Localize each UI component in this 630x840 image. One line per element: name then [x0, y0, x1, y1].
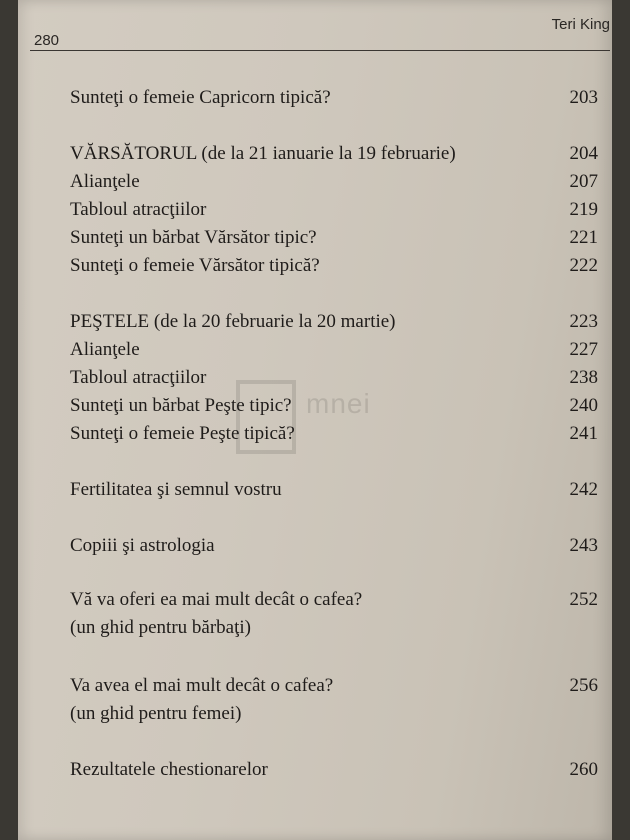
toc-entry	[70, 476, 598, 504]
toc-entry-title: Alianţele	[70, 171, 140, 192]
toc-entry-title: Alianţele	[70, 339, 140, 360]
toc-entry-title: Sunteţi o femeie Peşte tipică?	[70, 423, 295, 444]
toc-entry-page: 240	[569, 395, 598, 416]
page-number: 280	[34, 32, 60, 49]
toc-entry-page: 227	[569, 339, 598, 360]
toc-entry-title: Sunteţi un bărbat Peşte tipic?	[70, 395, 292, 416]
toc-entry	[70, 252, 598, 280]
toc-entry	[70, 364, 598, 392]
toc-entry-page: 256	[569, 675, 598, 696]
toc-entry	[70, 308, 598, 336]
table-of-contents	[18, 0, 612, 840]
toc-entry-page: 219	[569, 199, 598, 220]
toc-entry	[70, 84, 598, 112]
toc-entry-page: 223	[569, 311, 598, 332]
toc-entry-title: Va avea el mai mult decât o cafea?	[70, 675, 334, 696]
toc-entry-title: Rezultatele chestionarelor	[70, 759, 268, 780]
toc-entry	[70, 756, 598, 784]
toc-entry-title: PEŞTELE (de la 20 februarie la 20 martie)	[70, 311, 396, 332]
toc-entry-title: Sunteţi o femeie Capricorn tipică?	[70, 87, 331, 108]
toc-entry-page: 222	[569, 255, 598, 276]
toc-entry-page: 260	[569, 759, 598, 780]
toc-entry	[70, 586, 598, 642]
toc-entry-title: Tabloul atracţiilor	[70, 199, 207, 220]
toc-entry-title: Sunteţi un bărbat Vărsător tipic?	[70, 227, 317, 248]
toc-entry-title: VĂRSĂTORUL (de la 21 ianuarie la 19 februarie)	[70, 143, 456, 164]
toc-entry	[70, 168, 598, 196]
toc-entry-page: 252	[569, 589, 598, 610]
toc-entry-title: Vă va oferi ea mai mult decât o cafea?	[70, 589, 363, 610]
running-head-author: Teri King	[551, 16, 610, 33]
watermark-logo: mnei	[236, 378, 406, 454]
toc-entry-subtitle: (un ghid pentru femei)	[70, 703, 242, 724]
toc-entry-page: 238	[569, 367, 598, 388]
toc-entry	[70, 224, 598, 252]
toc-entry	[70, 336, 598, 364]
toc-entry-page: 243	[569, 535, 598, 556]
toc-entry-title: Copiii şi astrologia	[70, 535, 215, 556]
toc-entry	[70, 420, 598, 448]
toc-entry-title: Sunteţi o femeie Vărsător tipică?	[70, 255, 320, 276]
toc-entry	[70, 196, 598, 224]
toc-entry	[70, 392, 598, 420]
toc-entry-subtitle: (un ghid pentru bărbaţi)	[70, 617, 251, 638]
toc-entry-title: Fertilitatea şi semnul vostru	[70, 479, 282, 500]
toc-entry-page: 203	[569, 87, 598, 108]
toc-entry-title: Tabloul atracţiilor	[70, 367, 207, 388]
toc-entry-page: 241	[569, 423, 598, 444]
toc-entry	[70, 532, 598, 560]
toc-entry-page: 242	[569, 479, 598, 500]
toc-entry-page: 221	[569, 227, 598, 248]
toc-entry	[70, 140, 598, 168]
toc-entry	[70, 672, 598, 728]
toc-entry-page: 204	[569, 143, 598, 164]
toc-entry-page: 207	[569, 171, 598, 192]
book-page	[18, 0, 612, 840]
